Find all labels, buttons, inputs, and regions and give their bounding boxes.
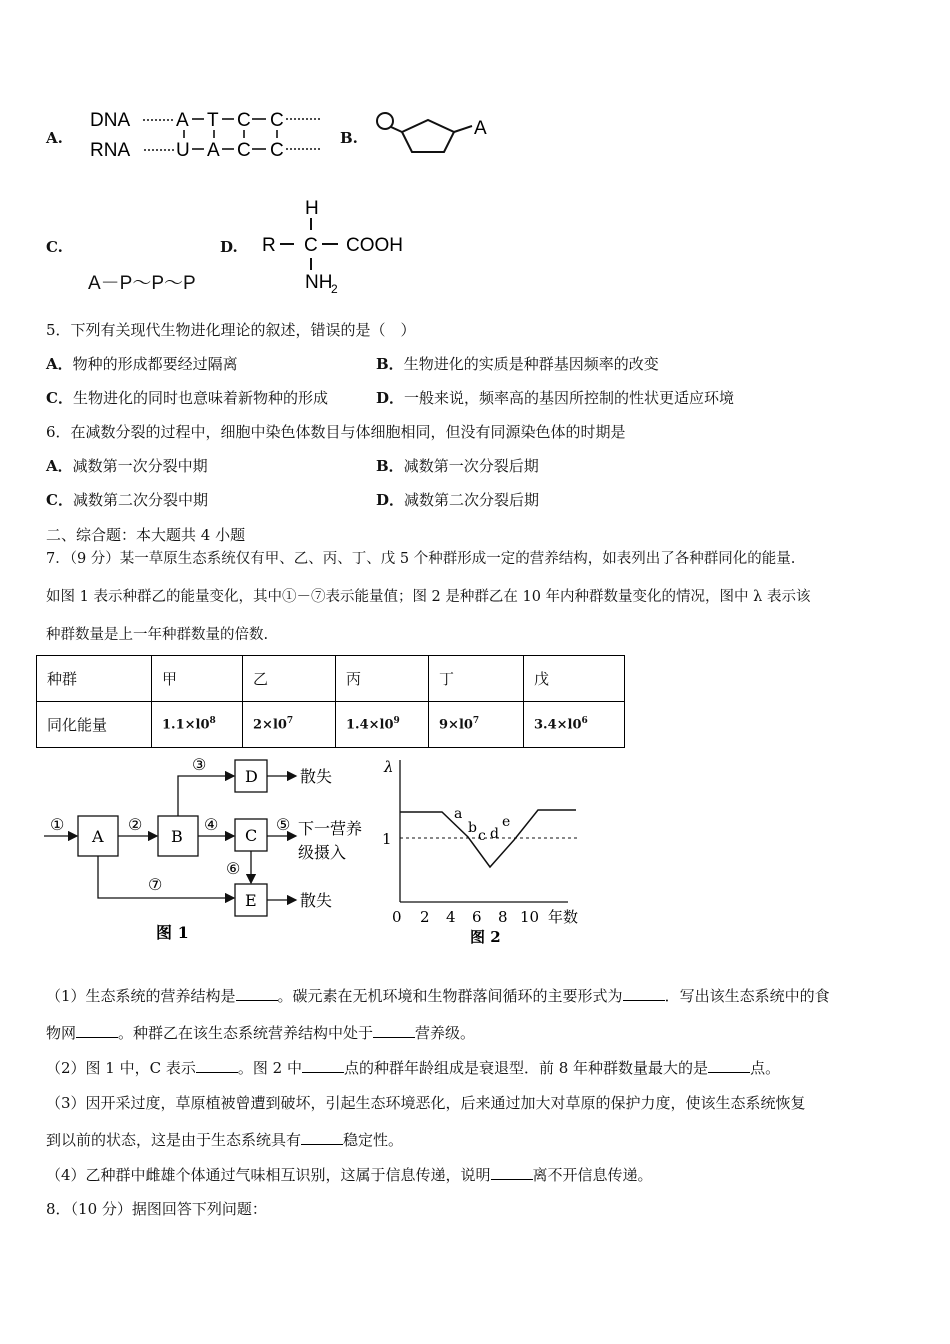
label-num-6: ⑥: [226, 859, 241, 878]
amino-cooh: COOH: [346, 235, 403, 256]
q6-option-d: D．减数第二次分裂后期: [376, 491, 540, 509]
amino-acid-diagram: [258, 196, 438, 296]
q7-sub1-line2: 物网 。种群乙在该生态系统营养结构中处于 营养级。: [46, 1024, 476, 1042]
x-tick: 8: [498, 908, 508, 926]
arrow-3: [178, 776, 234, 816]
q7-intro-3: 种群数量是上一年种群数量的倍数.: [46, 627, 269, 643]
amino-c: C: [304, 235, 318, 256]
q6-option-b: B．减数第一次分裂后期: [376, 457, 539, 475]
q8-stem: 8．（10 分）据图回答下列问题：: [46, 1200, 267, 1218]
nucleoside-base-label: A: [474, 118, 487, 139]
option-c-letter: C.: [46, 238, 63, 256]
box-e-label: E: [245, 891, 257, 910]
nucleoside-diagram: [372, 108, 502, 158]
rna-label: RNA: [90, 140, 131, 161]
energy-table: [36, 655, 625, 748]
rna-base: A: [207, 140, 220, 161]
answer-blank[interactable]: [301, 1130, 343, 1145]
figure-1-energy-flow: [40, 752, 375, 952]
q7-sub4: （4）乙种群中雌雄个体通过气味相互识别，这属于信息传递，说明 离不开信息传递。: [46, 1166, 653, 1184]
label-num-2: ②: [128, 815, 143, 834]
box-a-label: A: [92, 827, 104, 846]
figure-2-caption: 图 2: [470, 928, 501, 946]
x-tick: 4: [446, 908, 456, 926]
label-num-3: ③: [192, 755, 207, 774]
table-cell: $1.1\times l0^8$: [152, 702, 243, 748]
arrow-7: [98, 856, 234, 898]
q5-stem: 5．下列有关现代生物进化理论的叙述，错误的是（ ）: [46, 321, 416, 339]
q7-sub3-line1: （3）因开采过度，草原植被曾遭到破坏，引起生态环境恶化，后来通过加大对草原的保护力度，使该生态系统恢复: [46, 1094, 806, 1112]
answer-blank[interactable]: [373, 1023, 415, 1038]
point-c: c: [478, 828, 486, 844]
option-b-letter: B.: [340, 129, 358, 147]
x-tick: 10: [520, 908, 540, 926]
q5-option-d: D．一般来说，频率高的基因所控制的性状更适应环境: [376, 389, 735, 407]
q5-option-b: B．生物进化的实质是种群基因频率的改变: [376, 355, 659, 373]
dna-base: C: [237, 110, 251, 131]
table-header-cell: 甲: [152, 656, 243, 702]
table-cell: $1.4\times l0^9$: [336, 702, 429, 748]
q5-option-a: A．物种的形成都要经过隔离: [46, 355, 238, 373]
rna-base: U: [176, 140, 190, 161]
answer-blank[interactable]: [623, 986, 665, 1001]
label-num-7: ⑦: [148, 875, 163, 894]
option-d-letter: D.: [220, 238, 238, 256]
label-num-5: ⑤: [276, 815, 291, 834]
figure-1-caption: 图 1: [156, 923, 189, 942]
dna-base: A: [176, 110, 189, 131]
section-title: 二、综合题：本大题共 4 小题: [46, 526, 246, 544]
amino-h: H: [305, 198, 319, 219]
figure-2-lambda-chart: [378, 752, 618, 952]
box-d-label: D: [245, 767, 258, 786]
table-header-cell: 乙: [243, 656, 336, 702]
point-b: b: [468, 820, 477, 836]
table-cell: $2\times l0^7$: [243, 702, 336, 748]
dna-base: C: [270, 110, 284, 131]
table-header-cell: 戊: [524, 656, 625, 702]
x-tick: 6: [472, 908, 482, 926]
rna-base: C: [270, 140, 284, 161]
answer-blank[interactable]: [302, 1058, 344, 1073]
box-b-label: B: [171, 827, 183, 846]
table-header-cell: 丙: [336, 656, 429, 702]
point-a: a: [454, 806, 463, 822]
table-header-cell: 丁: [429, 656, 524, 702]
option-a-letter: A.: [46, 129, 63, 147]
answer-blank[interactable]: [236, 986, 278, 1001]
answer-blank[interactable]: [708, 1058, 750, 1073]
answer-blank[interactable]: [196, 1058, 238, 1073]
point-e: e: [502, 814, 511, 830]
y-tick-1: 1: [382, 830, 392, 848]
table-cell: $9\times l0^7$: [429, 702, 524, 748]
loss-top-label: 散失: [300, 767, 333, 786]
x-axis-unit: 年数: [548, 908, 579, 926]
answer-blank[interactable]: [76, 1023, 118, 1038]
q7-intro-2: 如图 1 表示种群乙的能量变化，其中①－⑦表示能量值；图 2 是种群乙在 10 年内种群数量变化的情况，图中 λ 表示该: [46, 589, 811, 605]
amino-nh: NH: [305, 272, 333, 293]
dna-base: T: [207, 110, 219, 131]
q7-sub3-line2: 到以前的状态，这是由于生态系统具有 稳定性。: [46, 1131, 404, 1149]
dna-label: DNA: [90, 110, 131, 131]
answer-blank[interactable]: [491, 1165, 533, 1180]
dna-rna-diagram: [88, 106, 328, 166]
q6-option-c: C．减数第二次分裂中期: [46, 491, 208, 509]
q6-stem: 6．在减数分裂的过程中，细胞中染色体数目与体细胞相同，但没有同源染色体的时期是: [46, 423, 626, 441]
next-level-label-2: 级摄入: [298, 843, 347, 862]
q6-option-a: A．减数第一次分裂中期: [46, 457, 208, 475]
amino-r: R: [262, 235, 276, 256]
point-d: d: [490, 826, 499, 842]
rna-base: C: [237, 140, 251, 161]
label-num-1: ①: [50, 815, 65, 834]
loss-bottom-label: 散失: [300, 891, 333, 910]
atp-formula: A－P～P～P: [88, 273, 196, 294]
amino-nh-sub: 2: [331, 282, 338, 296]
box-c-label: C: [245, 826, 258, 845]
table-row: [37, 702, 625, 748]
table-header-row: [37, 656, 625, 702]
q7-sub1-line1: （1）生态系统的营养结构是 。碳元素在无机环境和生物群落间循环的主要形式为 ．写出该生态系统中的食: [46, 987, 830, 1005]
q7-sub2: （2）图 1 中，C 表示 。图 2 中 点的种群年龄组成是衰退型．前 8 年种群数量最大的是 点。: [46, 1059, 781, 1077]
x-tick: 2: [420, 908, 430, 926]
table-cell: $3.4\times l0^6$: [524, 702, 625, 748]
y-axis-label: λ: [384, 758, 394, 776]
table-header-cell: 种群: [37, 656, 152, 702]
label-num-4: ④: [204, 815, 219, 834]
next-level-label-1: 下一营养: [298, 819, 363, 838]
q5-option-c: C．生物进化的同时也意味着新物种的形成: [46, 389, 328, 407]
table-row-label: 同化能量: [37, 702, 152, 748]
q7-intro-1: 7．（9 分）某一草原生态系统仅有甲、乙、丙、丁、戊 5 个种群形成一定的营养结构，如表列出了各种群同化的能量.: [46, 551, 796, 567]
x-tick: 0: [392, 908, 402, 926]
